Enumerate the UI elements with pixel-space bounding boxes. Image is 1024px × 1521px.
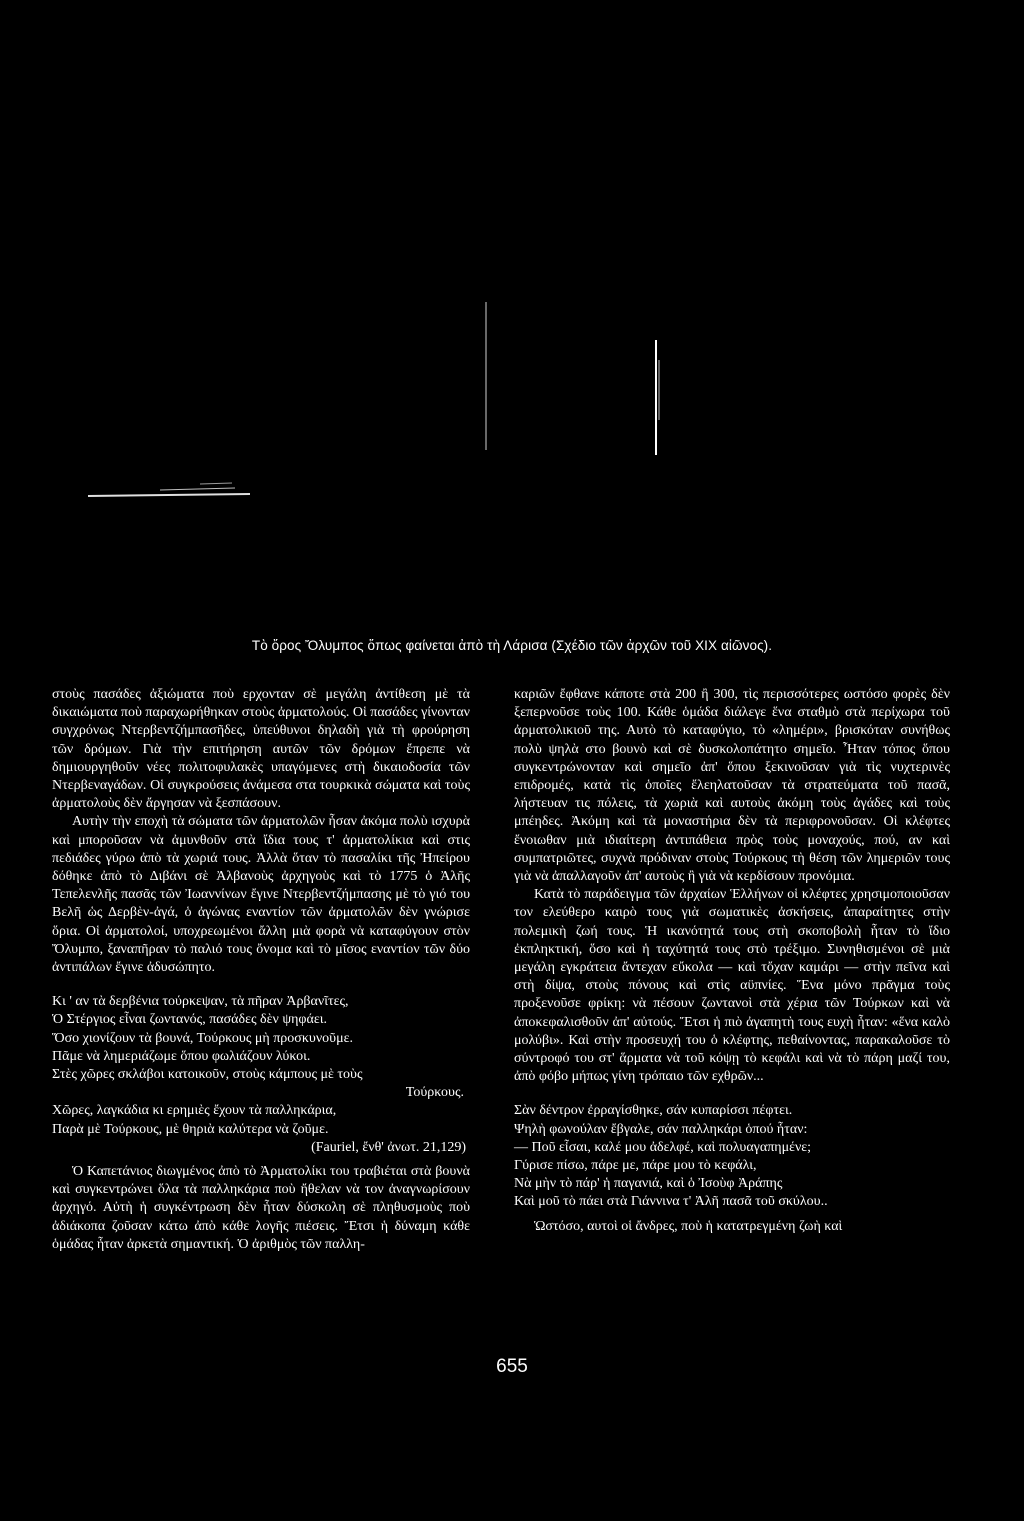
verse-line: — Ποῦ εἶσαι, καλέ μου ἀδελφέ, καὶ πολυαγαπημένε;: [514, 1139, 812, 1155]
paragraph: Κατὰ τὸ παράδειγμα τῶν ἀρχαίων Ἑλλήνων οἱ κλέφτες χρησιμοποιοῦσαν τον ελεύθερο καιρὸ τους γιὰ σωματικὲς ἀσκήσεις, ἀπαραίτητες στὴν πολεμικὴ ζωή τους. Ἡ ικανότητά τους στὴ σκοποβολὴ ἦταν τὸ ἴδιο ἐκπληκτική, ὅσο καὶ ἡ ταχύτητά τους στὸ τρέξιμο. Συνηθισμένοι σὲ μιὰ μεγάλη εγκράτεια ἄντεχαν εὔκολα — καὶ τὄχαν καμάρι — στὴν πεῖνα καὶ στὴ δίψα, στοὺς πόνους καὶ στὶς αϋπνίες. Ἕνα μόνο πρᾶγμα τοὺς προξενοῦσε φρίκη: νὰ πέσουν ζωντανοὶ στὰ χέρια τῶν Τούρκων καὶ νὰ ἀποκεφαλισθοῦν ἀπ' αὐτούς. Ἔτσι ἡ πιὸ ἀγαπητὴ τους ευχὴ ἦταν: «ἕνα καλὸ μολύβι». Καὶ στὴν προσευχή του ὁ κλέφτης, πεθαίνοντας, παρακαλοῦσε τὸ σύντροφό του στ' ἅρματα νὰ τοῦ κόψῃ τὸ κεφάλι καὶ νὰ τὸ πάρη μαζί του, ἀπὸ φόβο μήπως γίνη τρόπαιο τῶν εχθρῶν...: [514, 887, 950, 1085]
paragraph: στοὺς πασάδες ἀξιώματα ποὺ ερχονταν σὲ μεγάλη ἀντίθεση μὲ τὰ δικαιώματα ποὺ παραχωρήθηκαν στοὺς ἀρματολούς. Οἱ πασάδες γίνονταν συγχρόνως Ντερβεντζήμπασῆδες, ὑπεύθυνοι δηλαδὴ γιὰ τὴ φρούρηση τῶν δρόμων. Γιὰ τὴν επιτήρηση αυτῶν τῶν δρόμων ἔπρεπε νὰ δημιουργηθοῦν νέες πολιτοφυλακὲς υπαγόμενες στὴ δικαιοδοσία τῶν Ντερβεναγάδων. Οἱ συγκρούσεις ἀνάμεσα στα τουρκικὰ σώματα καὶ τοὺς ἀρματολοὺς δὲν ἄργησαν νὰ ξεσπάσουν.: [52, 687, 470, 812]
verse-line-runover: Τούρκους.: [405, 1085, 464, 1101]
citation: (Fauriel, ἔνθ' ἀνωτ. 21,129): [311, 1139, 466, 1155]
page-number: 655: [496, 1356, 528, 1377]
verse-line: Νὰ μὴν τὸ πάρ' ἡ παγανιά, καὶ ὁ Ἰσοὺφ Ἀράπης: [514, 1176, 783, 1192]
poem-verse: [52, 993, 470, 1139]
verse-line: Ὁ Στέργιος εἶναι ζωντανός, πασάδες δὲν ψηφάει.: [52, 1012, 327, 1028]
verse-line: Ὅσο χιονίζουν τὰ βουνά, Τούρκους μὴ προσκυνοῦμε.: [52, 1030, 353, 1046]
verse-line: Σὰν δέντρον ἐρραγίσθηκε, σάν κυπαρίσσι πέφτει.: [514, 1103, 793, 1119]
figure-mount-olympus: [0, 0, 1024, 630]
poem-verse: [514, 1102, 950, 1211]
paragraph: καριῶν ἔφθανε κάποτε στὰ 200 ἢ 300, τὶς περισσότερες ωστόσο φορὲς δὲν ξεπερνοῦσε τοὺς 100. Κάθε ὁμάδα διάλεγε ἕνα σταθμὸ στὰ περίχωρα τοῦ ἀρματολικιοῦ της. Αυτὸ τὸ καταφύγιο, τὸ «λημέρι», βρισκόταν συνήθως πολὺ ψηλὰ στο βουνὸ καὶ σὲ δυσκολοπάτητο σημεῖο. Ἦταν τόπος ὅπου συγκεντρώνονταν καὶ σημεῖο ἀπ' ὅπου ξεκινοῦσαν γιὰ τὶς νυχτερινὲς επιδρομές, κατὰ τὶς ὁποῖες ἔλεηλατοῦσαν τὰ στρατεύματα τοῦ πασᾶ, λήστευαν τις πόλεις, τὰ χωριὰ καὶ αυτοὺς ἀκόμη τοὺς ἀγάδες καὶ τοὺς μπέηδες. Ἀκόμη καὶ τὰ μοναστήρια δὲν τὰ περιφρονοῦσαν. Οἱ κλέφτες ἔνοιωθαν μιὰ ιδιαίτερη ἀντιπάθεια πρὸς τοὺς μοναχούς, πού, αν καὶ συμπατριῶτες, συχνὰ πρόδιναν στοὺς Τούρκους τὴ θέση τῶν λημεριῶν τους γιὰ νὰ ἀπαλλαγοῦν ἀπ' αυτοὺς ἢ γιὰ νὰ κερδίσουν προνόμια.: [514, 687, 950, 885]
left-column: [52, 686, 470, 1254]
illustration-sketch: [0, 0, 1024, 630]
paragraph: Ὁ Καπετάνιος διωγμένος ἀπὸ τὸ Ἀρματολίκι του τραβιέται στὰ βουνὰ καὶ συγκεντρώνει ὅλα τὰ παλληκάρια ποὺ ἤθελαν νὰ τον ἀναγνωρίσουν ἀρχηγό. Αὐτὴ ἡ συγκέντρωση δὲν ἦταν δύσκολη σὲ πληθυσμοὺς ποὺ ἀδιάκοπα ζοῦσαν κάτω ἀπὸ κάθε λογῆς πιέσεις. Ἔτσι ἡ δύναμη κάθε ὁμάδας ἦταν ἀρκετὰ σημαντική. Ὁ ἀριθμὸς τῶν παλλη-: [52, 1164, 470, 1252]
verse-line: Χῶρες, λαγκάδια κι ερημιὲς ἔχουν τὰ παλληκάρια,: [52, 1103, 337, 1119]
verse-line: Παρὰ μὲ Τούρκους, μὲ θηριὰ καλύτερα νὰ ζοῦμε.: [52, 1121, 329, 1137]
right-column: [514, 686, 950, 1236]
verse-line: Ψηλὴ φωνούλαν ἔβγαλε, σάν παλληκάρι ὁπού ἦταν:: [514, 1121, 808, 1137]
verse-line: Γύρισε πίσω, πάρε με, πάρε μου τὸ κεφάλι,: [514, 1158, 757, 1174]
figure-caption: Τὸ ὄρος Ὄλυμπος ὅπως φαίνεται ἀπὸ τὴ Λάρισα (Σχέδιο τῶν ἀρχῶν τοῦ XIX αἰῶνος).: [251, 638, 773, 653]
verse-line: Καὶ μοῦ τὸ πάει στὰ Γιάννινα τ' Ἀλῆ πασᾶ τοῦ σκύλου..: [514, 1194, 828, 1210]
verse-line: Στὲς χῶρες σκλάβοι κατοικοῦν, στοὺς κάμπους μὲ τοὺς: [52, 1067, 363, 1083]
verse-line: Πᾶμε νὰ λημεριάζωμε ὅπου φωλιάζουν λύκοι.: [52, 1048, 311, 1064]
paragraph: Αυτὴν τὴν εποχὴ τὰ σώματα τῶν ἀρματολῶν ἦσαν ἀκόμα πολὺ ισχυρὰ καὶ μποροῦσαν νὰ ἀμυνθοῦν στὰ ἴδια τους τ' ἀρματολίκια καὶ στις πεδιάδες γύρω ἀπὸ τὰ χωριά τους. Ἀλλὰ ὅταν τὸ πασαλίκι τῆς Ἠπείρου δόθηκε ἀπὸ τὸ Διβάνι σὲ Ἀλβανοὺς ἀρχηγοὺς καὶ τὸ 1775 ὁ Ἀλῆς Τεπελενλῆς πασᾶς τῶν Ἰωαννίνων ἔγινε Ντερβεντζήμπασης μὲ τὸ γιό του Βελῆ ὡς Δερβὲν-ἀγά, ὁ ἀγώνας εναντίον τῶν ἀρματολῶν δὲν γνώρισε ὅρια. Οἱ ἀρματολοί, υποχρεωμένοι ἄλλη μιὰ φορὰ νὰ καταφύγουν στὸν Ὄλυμπο, ξαναπῆραν τὸ παλιό τους ὄνομα καὶ τὸ μῖσος εναντίον τῶν δύο ἀντιπάλων ἔγινε ἀδυσώπητο.: [52, 814, 470, 976]
paragraph: Ὡστόσο, αυτοὶ οἱ ἄνδρες, ποὺ ἡ κατατρεγμένη ζωὴ καὶ: [534, 1218, 843, 1234]
verse-line: Κι ' αν τὰ δερβένια τούρκεψαν, τὰ πῆραν Ἀρβανῖτες,: [52, 994, 349, 1010]
